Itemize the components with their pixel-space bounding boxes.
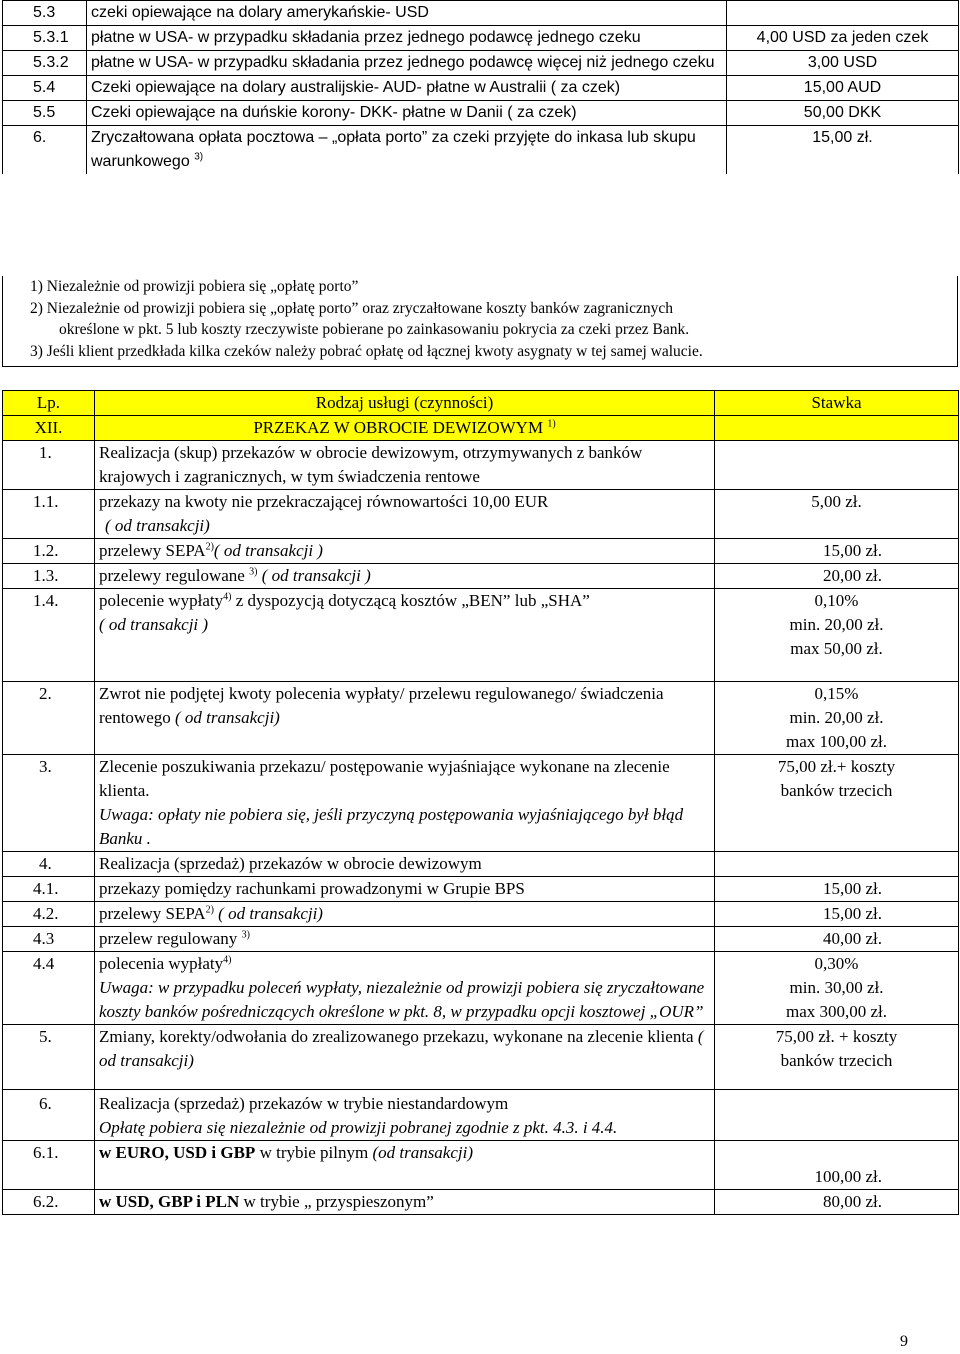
warning-label: Uwaga:	[99, 978, 154, 997]
row-number: 1.4.	[3, 589, 95, 682]
table-row	[3, 852, 959, 877]
row-description-note: ( od transakcji)	[218, 904, 323, 923]
row-description-text: w trybie „ przyspieszonym”	[243, 1192, 434, 1211]
rate-percent: 0,15%	[814, 684, 859, 703]
row-description-text: z dyspozycją dotyczącą kosztów „BEN” lub „SHA”	[235, 591, 590, 610]
row-rate: 20,00 zł.	[715, 564, 959, 589]
row-number: 4.4	[3, 952, 95, 1025]
row-rate	[715, 589, 959, 682]
rate-extra: banków trzecich	[780, 1051, 893, 1070]
row-rate	[715, 952, 959, 1025]
row-number: 4.	[3, 852, 95, 877]
row-number: 1.	[3, 441, 95, 490]
row-description: Czeki opiewające na dolary australijskie- AUD- płatne w Australii ( za czek)	[87, 76, 727, 101]
checks-fee-table	[2, 0, 959, 174]
table-row	[3, 877, 959, 902]
row-description	[87, 126, 727, 175]
row-number: 2.	[3, 682, 95, 755]
row-description-text: Zmiany, korekty/odwołania do zrealizowanego przekazu, wykonane na zlecenie klienta	[99, 1027, 694, 1046]
row-rate: 50,00 DKK	[727, 101, 959, 126]
header-rate: Stawka	[715, 391, 959, 416]
row-description-bold: w USD, GBP i PLN	[99, 1192, 240, 1211]
row-number: 4.1.	[3, 877, 95, 902]
row-number: 6.	[3, 126, 87, 175]
row-description	[95, 539, 715, 564]
table-row	[3, 1190, 959, 1215]
rate-min: min. 20,00 zł.	[789, 615, 884, 634]
row-description-text: przelewy SEPA	[99, 904, 206, 923]
row-description-text: polecenia wypłaty	[99, 954, 224, 973]
section-rate	[715, 416, 959, 441]
section-title-text: PRZEKAZ W OBROCIE DEWIZOWYM	[253, 418, 544, 437]
row-description-text: Zwrot nie podjętej kwoty polecenia wypłaty/ przelewu regulowanego/ świadczenia rentowego	[99, 684, 664, 727]
row-description: Realizacja (skup) przekazów w obrocie dewizowym, otrzymywanych z banków krajowych i zagranicznych, w tym świadczenia rentowe	[95, 441, 715, 490]
row-rate	[715, 1025, 959, 1090]
row-description-text: Zlecenie poszukiwania przekazu/ postępowanie wyjaśniające wykonane na zlecenie klienta.	[99, 757, 670, 800]
header-service: Rodzaj usługi (czynności)	[95, 391, 715, 416]
row-number: 6.	[3, 1090, 95, 1141]
rate-min: min. 30,00 zł.	[789, 978, 884, 997]
row-number: 5.3.1	[3, 26, 87, 51]
row-description-text: Zryczałtowana opłata pocztowa – „opłata porto” za czeki przyjęte do inkasa lub skupu warunkowego	[91, 129, 696, 170]
row-description	[95, 1090, 715, 1141]
row-description	[95, 952, 715, 1025]
row-rate: 5,00 zł.	[715, 490, 959, 539]
page-number: 9	[900, 1333, 908, 1350]
row-rate	[715, 682, 959, 755]
row-number: 1.2.	[3, 539, 95, 564]
table-row	[3, 441, 959, 490]
footnote-ref: 2)	[205, 541, 214, 553]
row-description-note: ( od transakcji)	[99, 1027, 704, 1070]
row-rate	[715, 852, 959, 877]
row-description-note: ( od transakcji)	[105, 516, 210, 535]
row-description-note: ( od transakcji)	[175, 708, 280, 727]
table-row	[3, 1, 959, 26]
row-rate: 4,00 USD za jeden czek	[727, 26, 959, 51]
row-number: 5.4	[3, 76, 87, 101]
row-description: czeki opiewające na dolary amerykańskie- USD	[87, 1, 727, 26]
table-header	[3, 391, 959, 416]
table-row	[3, 101, 959, 126]
footnote-ref: 2)	[205, 904, 214, 916]
row-description: Realizacja (sprzedaż) przekazów w obrocie dewizowym	[95, 852, 715, 877]
row-description-text: polecenie wypłaty	[99, 591, 224, 610]
table-row	[3, 51, 959, 76]
table-row	[3, 490, 959, 539]
row-description-note: w przypadku poleceń wypłaty, niezależnie od prowizji pobiera się zryczałtowane koszty banków pośredniczących określone w pkt. 8, w przypadku opcji kosztowej „OUR”	[99, 978, 705, 1021]
table-row	[3, 927, 959, 952]
row-description: płatne w USA- w przypadku składania przez jednego podawcę jednego czeku	[87, 26, 727, 51]
row-description	[95, 564, 715, 589]
row-rate: 100,00 zł.	[715, 1141, 959, 1190]
rate-max: max 50,00 zł.	[790, 639, 883, 658]
rate-extra: banków trzecich	[780, 781, 893, 800]
row-rate: 80,00 zł.	[715, 1190, 959, 1215]
row-number: 5.	[3, 1025, 95, 1090]
footnote-ref: 3)	[241, 929, 250, 941]
row-number: 6.2.	[3, 1190, 95, 1215]
table-row	[3, 76, 959, 101]
row-rate: 15,00 zł.	[715, 902, 959, 927]
row-description	[95, 755, 715, 852]
row-description-note: Opłatę pobiera się niezależnie od prowizji pobranej zgodnie z pkt. 4.3. i 4.4.	[99, 1118, 618, 1137]
footnotes	[30, 276, 930, 362]
row-description-text: przelewy SEPA	[99, 541, 206, 560]
rate-amount: 75,00 zł.+ koszty	[777, 757, 896, 776]
row-rate: 15,00 zł.	[727, 126, 959, 175]
row-description-note: ( od transakcji )	[99, 615, 209, 634]
section-number: XII.	[3, 416, 95, 441]
footnote-ref: 3)	[194, 151, 204, 163]
row-description: płatne w USA- w przypadku składania przez jednego podawcę więcej niż jednego czeku	[87, 51, 727, 76]
row-description-note: (od transakcji)	[372, 1143, 474, 1162]
rate-amount: 75,00 zł. + koszty	[775, 1027, 898, 1046]
table-row	[3, 952, 959, 1025]
row-rate: 15,00 zł.	[715, 877, 959, 902]
table-row	[3, 539, 959, 564]
row-rate	[715, 441, 959, 490]
footnote-2: 2) Niezależnie od prowizji pobiera się „opłatę porto” oraz zryczałtowane koszty banków zagranicznych	[30, 299, 673, 317]
footnote-3: 3) Jeśli klient przedkłada kilka czeków należy pobrać opłatę od łącznej kwoty asygnaty w tej samej walucie.	[30, 342, 703, 360]
row-number: 1.1.	[3, 490, 95, 539]
table-row	[3, 1090, 959, 1141]
row-description-text: w trybie pilnym	[259, 1143, 369, 1162]
row-description	[95, 902, 715, 927]
warning-label: Uwaga:	[99, 805, 154, 824]
row-rate: 40,00 zł.	[715, 927, 959, 952]
row-rate: 15,00 AUD	[727, 76, 959, 101]
section-title	[95, 416, 715, 441]
footnote-ref: 3)	[249, 566, 258, 578]
row-number: 5.3	[3, 1, 87, 26]
row-rate: 3,00 USD	[727, 51, 959, 76]
footnote-ref: 4)	[223, 954, 232, 966]
row-description	[95, 927, 715, 952]
row-description	[95, 589, 715, 682]
footnote-ref: 4)	[223, 591, 232, 603]
table-row	[3, 26, 959, 51]
rate-percent: 0,10%	[814, 591, 859, 610]
rate-max: max 300,00 zł.	[785, 1002, 888, 1021]
row-description-text: przelewy regulowane	[99, 566, 245, 585]
row-number: 4.2.	[3, 902, 95, 927]
rate-max: max 100,00 zł.	[785, 732, 888, 751]
table-row	[3, 1025, 959, 1090]
rate-percent: 0,30%	[814, 954, 859, 973]
row-description	[95, 1190, 715, 1215]
row-description-note: ( od transakcji )	[261, 566, 371, 585]
row-description	[95, 1025, 715, 1090]
row-rate	[715, 755, 959, 852]
table-row	[3, 1141, 959, 1190]
row-description-text: przelew regulowany	[99, 929, 238, 948]
footnote-2-continued: określone w pkt. 5 lub koszty rzeczywiste pobierane po zainkasowaniu pokrycia za czeki przez Bank.	[59, 321, 690, 338]
table-row	[3, 126, 959, 175]
row-number: 4.3	[3, 927, 95, 952]
row-description: Czeki opiewające na duńskie korony- DKK- płatne w Danii ( za czek)	[87, 101, 727, 126]
row-description	[95, 490, 715, 539]
row-rate: 15,00 zł.	[715, 539, 959, 564]
row-description-note: opłaty nie pobiera się, jeśli przyczyną postępowania wyjaśniającego był błąd Banku .	[99, 805, 684, 848]
row-description	[95, 682, 715, 755]
row-rate	[715, 1090, 959, 1141]
row-number: 3.	[3, 755, 95, 852]
row-description: przekazy pomiędzy rachunkami prowadzonymi w Grupie BPS	[95, 877, 715, 902]
footnote-ref: 1)	[547, 418, 556, 430]
footnote-1: 1) Niezależnie od prowizji pobiera się „opłatę porto”	[30, 278, 359, 295]
table-row	[3, 564, 959, 589]
table-row	[3, 682, 959, 755]
foreign-transfer-fee-table	[2, 390, 959, 1215]
row-description-text: przekazy na kwoty nie przekraczającej równowartości 10,00 EUR	[99, 492, 549, 511]
row-description-note: ( od transakcji )	[213, 541, 323, 560]
section-header	[3, 416, 959, 441]
row-number: 5.5	[3, 101, 87, 126]
table-row	[3, 902, 959, 927]
table-row	[3, 755, 959, 852]
row-description-bold: w EURO, USD i GBP	[99, 1143, 256, 1162]
rate-min: min. 20,00 zł.	[789, 708, 884, 727]
row-description-text: Realizacja (sprzedaż) przekazów w trybie niestandardowym	[99, 1094, 509, 1113]
row-number: 6.1.	[3, 1141, 95, 1190]
row-rate	[727, 1, 959, 26]
row-number: 1.3.	[3, 564, 95, 589]
header-lp: Lp.	[3, 391, 95, 416]
row-number: 5.3.2	[3, 51, 87, 76]
row-description	[95, 1141, 715, 1190]
table-row	[3, 589, 959, 682]
